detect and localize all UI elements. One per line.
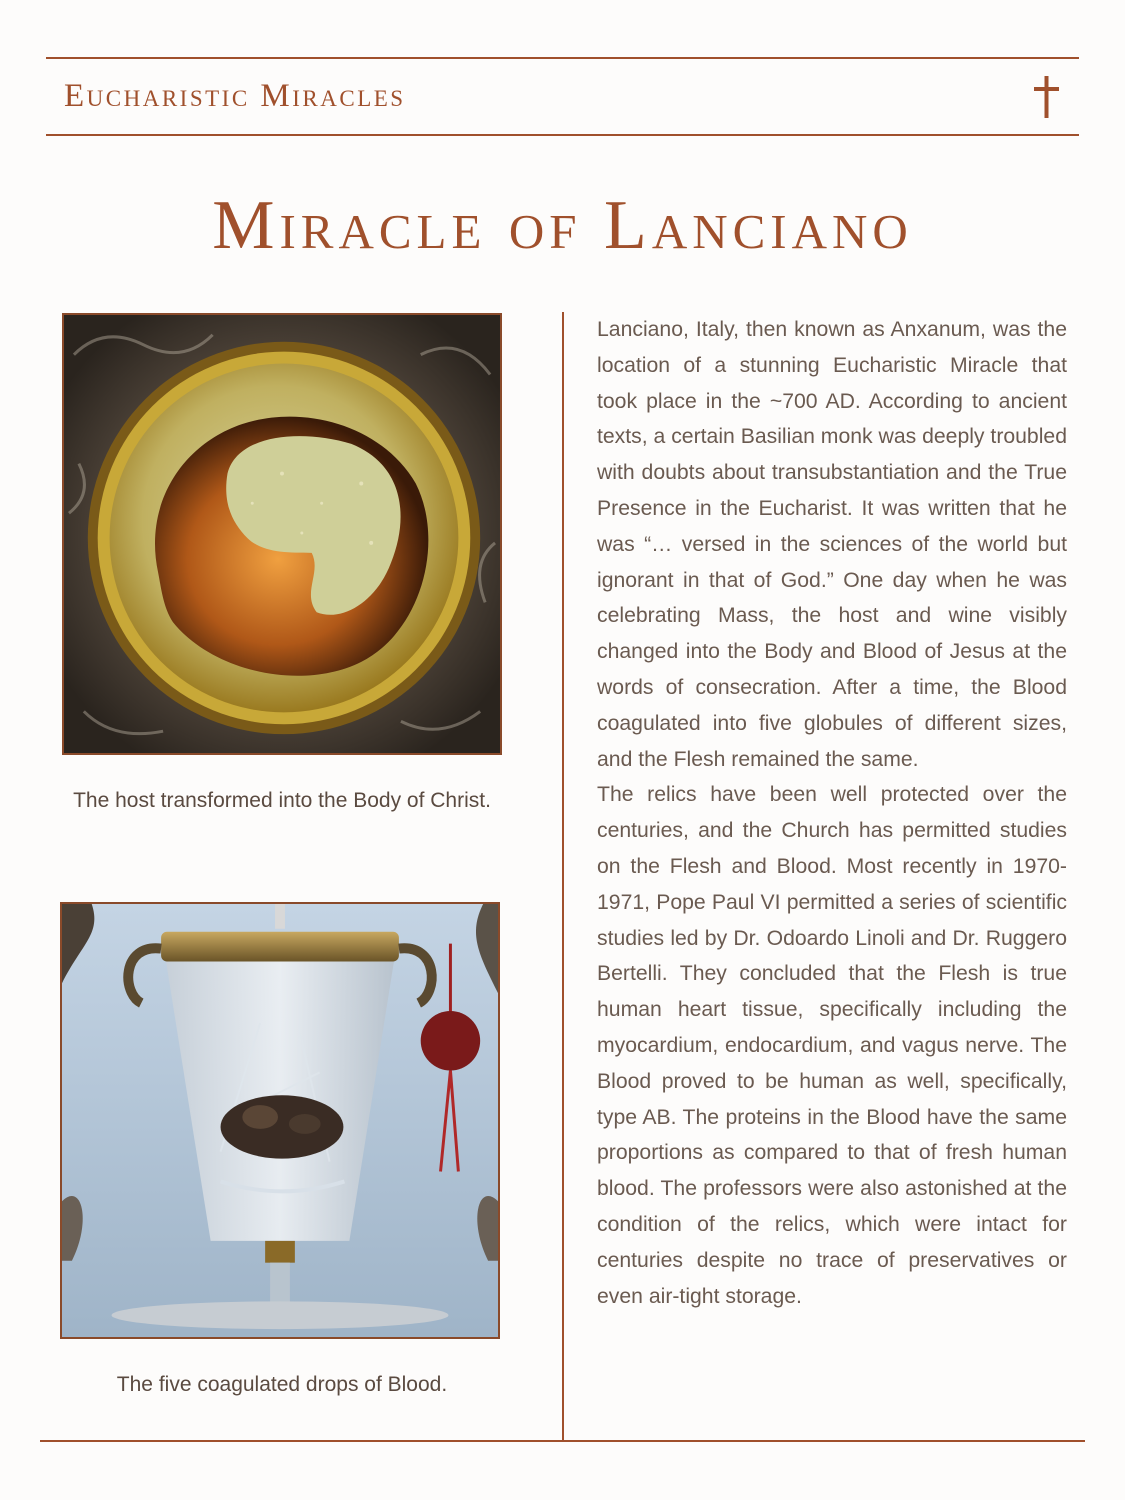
page-title: Miracle of Lanciano <box>212 187 913 264</box>
header-title: Eucharistic Miracles <box>64 78 406 114</box>
column-divider <box>562 312 564 1442</box>
article-paragraph: The relics have been well protected over the centuries, and the Church has permitted studies on the Flesh and Blood. Most recently in 1970-1971, Pope Paul VI permitted a series of scientific studies led by Dr. Odoardo Linoli and Dr. Ruggero Bertelli. They concluded that the Flesh is true human heart tissue, specifically including the myocardium, endocardium, and vagus nerve. The Blood proved to be human as well, specifically, type AB. The proteins in the Blood have the same proportions as compared to that of fresh human blood. The professors were also astonished at the condition of the relics, which were intact for centuries despite no trace of preservatives or even air-tight storage. <box>597 783 1067 1308</box>
cross-icon <box>1030 74 1064 120</box>
header-bottom-rule <box>46 134 1079 136</box>
footer-rule <box>40 1440 1085 1442</box>
blood-chalice-photo <box>60 902 500 1339</box>
article-body <box>597 312 1067 1314</box>
host-relic-photo <box>62 313 502 755</box>
figure-caption: The five coagulated drops of Blood. <box>116 1373 448 1396</box>
article-paragraph: Lanciano, Italy, then known as Anxanum, was the location of a stunning Eucharistic Miracle that took place in the ~700 AD. According to ancient texts, a certain Basilian monk was deeply troubled with doubts about transubstantiation and the True Presence in the Eucharist. It was written that he was “… versed in the sciences of the world but ignorant in that of God.” One day when he was celebrating Mass, the host and wine visibly changed into the Body and Blood of Jesus at the words of consecration. After a time, the Blood coagulated into five globules of different sizes, and the Flesh remained the same. <box>597 318 1067 771</box>
header-top-rule <box>46 57 1079 59</box>
figure-caption: The host transformed into the Body of Christ. <box>73 789 491 812</box>
